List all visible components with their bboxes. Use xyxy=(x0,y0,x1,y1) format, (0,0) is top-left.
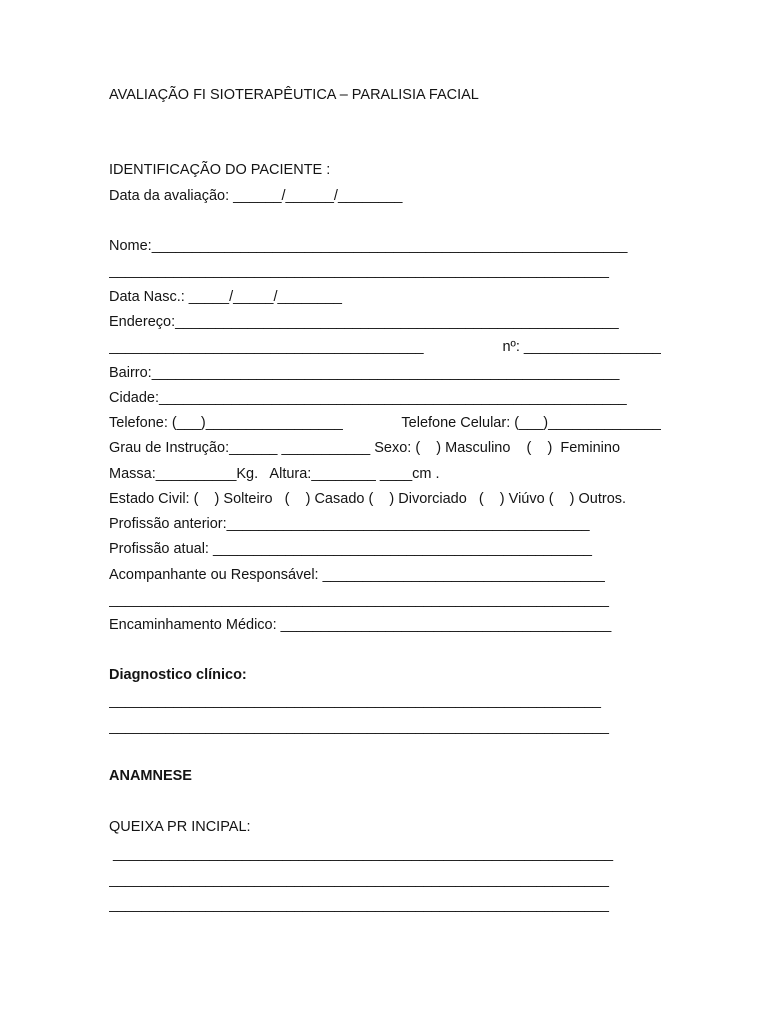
field-encaminhamento-medico[interactable]: Encaminhamento Médico: _________________________________________ xyxy=(109,617,612,633)
field-nome-continuation[interactable]: ______________________________________________________________ xyxy=(109,263,609,279)
queixa-principal-label: QUEIXA PR INCIPAL: xyxy=(109,819,251,835)
endereco-continuation-row xyxy=(109,338,661,356)
field-nome[interactable]: Nome:___________________________________________________________ xyxy=(109,238,628,254)
telefone-row xyxy=(109,414,661,432)
field-diagnostico-line-2[interactable]: ______________________________________________________________ xyxy=(109,719,609,735)
field-numero[interactable]: nº: _________________ xyxy=(502,339,661,355)
field-telefone-celular[interactable]: Telefone Celular: (___)______________ xyxy=(401,415,661,431)
field-bairro[interactable]: Bairro:__________________________________________________________ xyxy=(109,365,620,381)
section-anamnese-heading: ANAMNESE xyxy=(109,768,192,784)
field-queixa-line-2[interactable]: ______________________________________________________________ xyxy=(109,872,609,888)
form-title: AVALIAÇÃO FI SIOTERAPÊUTICA – PARALISIA FACIAL xyxy=(109,87,479,103)
field-massa-altura[interactable]: Massa:__________Kg. Altura:________ ____cm . xyxy=(109,466,440,482)
field-endereco[interactable]: Endereço:_______________________________________________________ xyxy=(109,314,619,330)
field-cidade[interactable]: Cidade:__________________________________________________________ xyxy=(109,390,627,406)
field-acompanhante-continuation[interactable]: ______________________________________________________________ xyxy=(109,592,609,608)
field-queixa-line-3[interactable]: ______________________________________________________________ xyxy=(109,897,609,913)
field-queixa-line-1[interactable]: ______________________________________________________________ xyxy=(109,846,614,862)
field-endereco-continuation[interactable]: _______________________________________ xyxy=(109,339,424,355)
field-telefone[interactable]: Telefone: (___)_________________ xyxy=(109,415,343,431)
field-data-avaliacao[interactable]: Data da avaliação: ______/______/________ xyxy=(109,188,403,204)
field-diagnostico-line-1[interactable]: _____________________________________________________________ xyxy=(109,693,601,709)
field-acompanhante[interactable]: Acompanhante ou Responsável: ___________________________________ xyxy=(109,567,605,583)
field-profissao-anterior[interactable]: Profissão anterior:_____________________________________________ xyxy=(109,516,590,532)
field-grau-instrucao-sexo[interactable]: Grau de Instrução:______ ___________ Sexo: ( ) Masculino ( ) Feminino xyxy=(109,440,621,456)
field-data-nasc[interactable]: Data Nasc.: _____/_____/________ xyxy=(109,289,342,305)
section-identificacao-heading: IDENTIFICAÇÃO DO PACIENTE : xyxy=(109,162,331,178)
field-estado-civil[interactable]: Estado Civil: ( ) Solteiro ( ) Casado ( ) Divorciado ( ) Viúvo ( ) Outros. xyxy=(109,491,627,507)
section-diagnostico-heading: Diagnostico clínico: xyxy=(109,667,247,683)
field-profissao-atual[interactable]: Profissão atual: _______________________________________________ xyxy=(109,541,592,557)
